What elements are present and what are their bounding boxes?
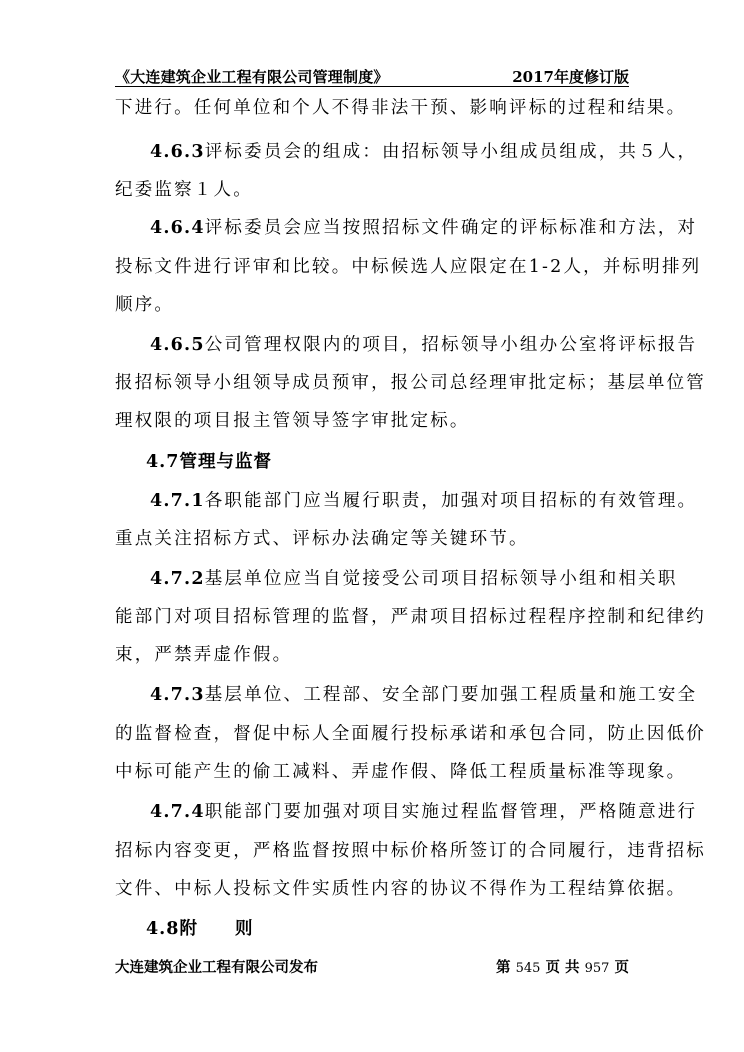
paragraph-line: 基层单位、工程部、安全部门要加强工程质量和施工安全 [204,685,698,705]
page-number [496,956,629,977]
section-number: 4.7.1 [150,491,205,511]
paragraph-line: 报招标领导小组领导成员预审，报公司总经理审批定标；基层单位管 [115,373,706,393]
paragraph-line: 纪委监察１人。 [115,180,253,200]
paragraph-line: 公司管理权限内的项目，招标领导小组办公室将评标报告 [204,335,698,355]
heading-4-7: 4.7管理与监督 [146,452,272,472]
section-4-7-1 [150,489,697,513]
page-mid: 页 共 [545,959,580,976]
section-4-6-3 [150,140,697,164]
paragraph-line: 文件、中标人投标文件实质性内容的协议不得作为工程结算依据。 [115,879,687,899]
paragraph-line: 各职能部门应当履行职责，加强对项目招标的有效管理。 [204,491,698,511]
paragraph-line: 职能部门要加强对项目实施过程监督管理，严格随意进行 [204,802,698,822]
page-header [115,64,629,87]
paragraph-line: 下进行。任何单位和个人不得非法干预、影响评标的过程和结果。 [115,98,687,118]
current-page: 545 [515,961,541,976]
page-footer [115,956,629,978]
paragraph-line: 理权限的项目报主管领导签字审批定标。 [115,411,470,431]
section-number: 4.6.4 [150,218,205,238]
paragraph-line: 能部门对项目招标管理的监督，严肃项目招标过程程序控制和纪律约 [115,607,706,627]
section-number: 4.6.5 [150,335,205,355]
section-4-6-4 [150,216,697,240]
paragraph-line: 评标委员会应当按照招标文件确定的评标标准和方法，对 [204,218,698,238]
section-4-7-3 [150,683,697,707]
page-suffix: 页 [614,959,629,976]
section-number: 4.6.3 [150,142,205,162]
paragraph-line: 招标内容变更，严格监督按照中标价格所签订的合同履行，违背招标 [115,841,706,861]
page-prefix: 第 [496,959,511,976]
paragraph-line: 的监督检查，督促中标人全面履行投标承诺和承包合同，防止因低价 [115,724,706,744]
document-title: 《大连建筑企业工程有限公司管理制度》 [115,68,389,86]
heading-4-8: 4.8附 则 [146,919,254,939]
total-pages: 957 [584,961,610,976]
paragraph-line: 束，严禁弄虚作假。 [115,645,293,665]
paragraph-line: 中标可能产生的偷工减料、弄虚作假、降低工程质量标准等现象。 [115,762,687,782]
section-number: 4.7.3 [150,685,205,705]
paragraph-line: 重点关注招标方式、评标办法确定等关键环节。 [115,529,529,549]
paragraph-line: 顺序。 [115,295,175,315]
paragraph-line: 评标委员会的组成：由招标领导小组成员组成，共５人， [204,142,698,162]
section-4-7-4 [150,800,697,824]
section-4-6-5 [150,333,697,357]
section-4-7-2 [150,567,678,591]
paragraph-line: 基层单位应当自觉接受公司项目招标领导小组和相关职 [204,569,678,589]
edition-label: 2017年度修订版 [512,68,629,86]
publisher-label: 大连建筑企业工程有限公司发布 [115,959,318,976]
section-number: 4.7.2 [150,569,205,589]
section-number: 4.7.4 [150,802,205,822]
paragraph-line: 投标文件进行评审和比较。中标候选人应限定在1-2人，并标明排列 [115,257,702,277]
